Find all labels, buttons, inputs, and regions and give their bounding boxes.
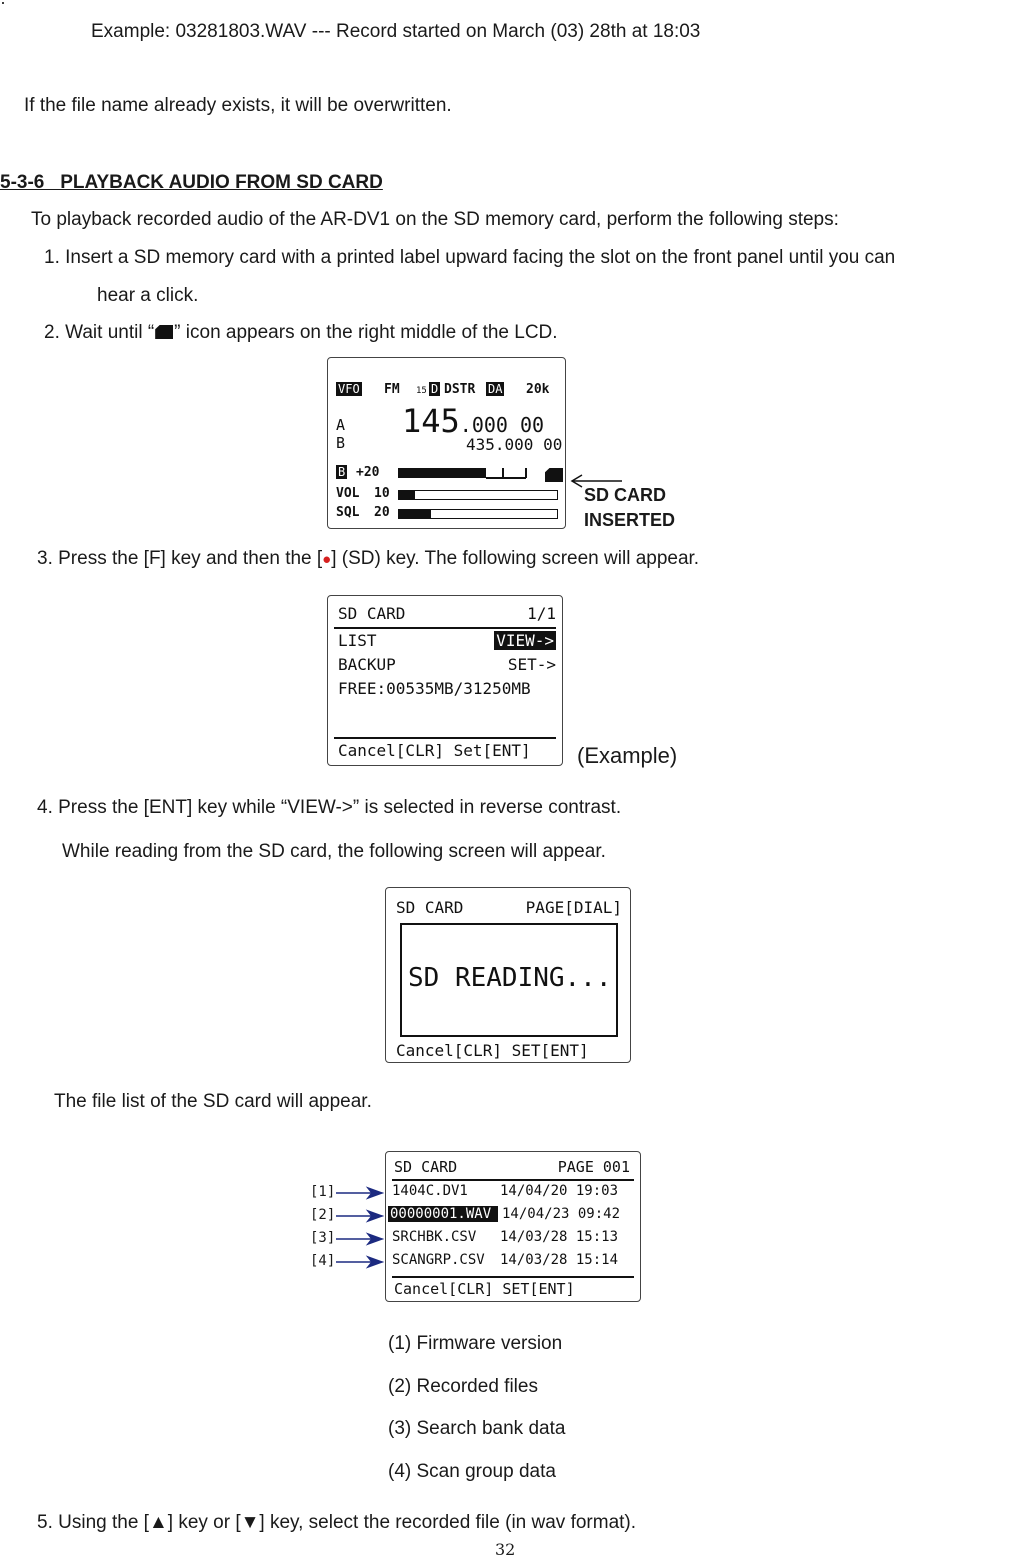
step-2-text-before: 2. Wait until “	[44, 322, 155, 343]
file-row-1[interactable]	[392, 1183, 618, 1199]
lcd-sd-reading	[385, 887, 631, 1063]
lcd2-footer: Cancel[CLR] Set[ENT]	[338, 741, 531, 760]
file-marker-1: [1]	[310, 1184, 336, 1200]
lcd-main-display	[327, 357, 566, 529]
sql-label: SQL	[336, 505, 360, 520]
step-1-line-1: 1. Insert a SD memory card with a printed label upward facing the slot on the front panel until you can	[44, 247, 896, 268]
file-marker-4: [4]	[310, 1253, 336, 1269]
step-2-text-after: ” icon appears on the right middle of the LCD.	[174, 322, 558, 343]
lcd4-title: SD CARD	[394, 1158, 458, 1176]
mode-label: FM	[384, 382, 400, 397]
da-badge: DA	[488, 382, 503, 396]
callout-inserted: INSERTED	[584, 510, 676, 530]
section-intro: To playback recorded audio of the AR-DV1 on the SD memory card, perform the following steps:	[31, 209, 839, 230]
file-row-3[interactable]	[392, 1229, 618, 1245]
vol-label: VOL	[336, 486, 360, 501]
vfo-badge: VFO	[338, 382, 360, 396]
d-badge: D	[431, 382, 439, 396]
sd-card-icon	[155, 325, 173, 339]
step-3-text-before: 3. Press the [F] key and then the [	[37, 548, 323, 569]
lcd-file-list	[385, 1151, 641, 1302]
step-3-text-after: ] (SD) key. The following screen will appear.	[331, 548, 700, 569]
file-name: 1404C.DV1	[392, 1183, 468, 1199]
example-caption: (Example)	[577, 743, 678, 768]
file-name: SRCHBK.CSV	[392, 1229, 477, 1245]
legend-item-4: (4) Scan group data	[388, 1461, 556, 1482]
step-2	[44, 322, 558, 344]
step-number: 15	[416, 386, 427, 396]
squelch-bar	[398, 509, 558, 519]
file-date: 14/03/28 15:14	[500, 1252, 619, 1268]
lcd2-backup-label: BACKUP	[338, 655, 396, 674]
vol-value: 10	[374, 486, 390, 501]
file-name: SCANGRP.CSV	[392, 1252, 485, 1268]
step-4-line-1: 4. Press the [ENT] key while “VIEW->” is selected in reverse contrast.	[37, 797, 622, 818]
lcd4-footer: Cancel[CLR] SET[ENT]	[394, 1280, 575, 1298]
dstr-label: DSTR	[444, 382, 476, 397]
callout-sd-card: SD CARD	[584, 485, 667, 505]
step-3	[37, 548, 699, 570]
file-date: 14/03/28 15:13	[500, 1229, 619, 1245]
section-heading: 5-3-6 PLAYBACK AUDIO FROM SD CARD	[0, 172, 383, 193]
vfo-a-label: A	[336, 416, 346, 434]
vfo-b-label: B	[336, 434, 346, 452]
legend-item-2: (2) Recorded files	[388, 1376, 538, 1397]
sql-value: 20	[374, 505, 390, 520]
b-badge: B	[338, 465, 346, 479]
lcd2-list-label: LIST	[338, 631, 377, 650]
signal-meter	[398, 468, 526, 478]
lcd2-title: SD CARD	[338, 604, 406, 623]
step-5: 5. Using the [▲] key or [▼] key, select the recorded file (in wav format).	[37, 1512, 637, 1533]
reading-box	[400, 923, 618, 1037]
lcd3-title: SD CARD	[396, 898, 464, 917]
overwrite-note: If the file name already exists, it will be overwritten.	[24, 95, 452, 116]
lcd3-page: PAGE[DIAL]	[525, 898, 622, 917]
lcd2-page: 1/1	[527, 604, 556, 623]
sd-reading-text: SD READING...	[408, 963, 612, 993]
lcd4-page: PAGE 001	[557, 1158, 630, 1176]
volume-bar	[398, 490, 558, 500]
file-row-4[interactable]	[392, 1252, 618, 1268]
step-size: 20k	[526, 382, 550, 397]
frequency-b: 435.000 00	[466, 435, 563, 454]
gain-label: +20	[356, 465, 380, 480]
lcd2-set-option: SET->	[507, 655, 556, 674]
corner-mark: ·	[0, 0, 6, 12]
marker-arrows	[310, 1180, 384, 1276]
sd-inserted-icon	[545, 468, 563, 482]
lcd-sd-card-menu	[327, 595, 563, 766]
file-markers	[310, 1180, 384, 1276]
frequency-a: 145.000 00	[402, 402, 545, 440]
step-4-line-2: While reading from the SD card, the following screen will appear.	[62, 841, 606, 862]
example-line: Example: 03281803.WAV --- Record started on March (03) 28th at 18:03	[91, 21, 701, 42]
file-date: 14/04/23 09:42	[502, 1206, 621, 1222]
file-marker-2: [2]	[310, 1207, 336, 1223]
legend-item-1: (1) Firmware version	[388, 1333, 563, 1354]
file-name-selected: 00000001.WAV	[388, 1206, 498, 1222]
file-marker-3: [3]	[310, 1230, 336, 1246]
sd-key-dot: ●	[322, 551, 332, 568]
file-date: 14/04/20 19:03	[500, 1183, 619, 1199]
lcd3-footer: Cancel[CLR] SET[ENT]	[396, 1041, 589, 1060]
lcd2-view-option: VIEW->	[496, 631, 554, 650]
page-number: 32	[495, 1540, 516, 1559]
file-list-intro: The file list of the SD card will appear.	[54, 1091, 372, 1112]
step-1-line-2: hear a click.	[97, 285, 199, 306]
file-row-2[interactable]	[388, 1206, 620, 1222]
legend-item-3: (3) Search bank data	[388, 1418, 566, 1439]
lcd2-free-space: FREE:00535MB/31250MB	[338, 679, 531, 698]
